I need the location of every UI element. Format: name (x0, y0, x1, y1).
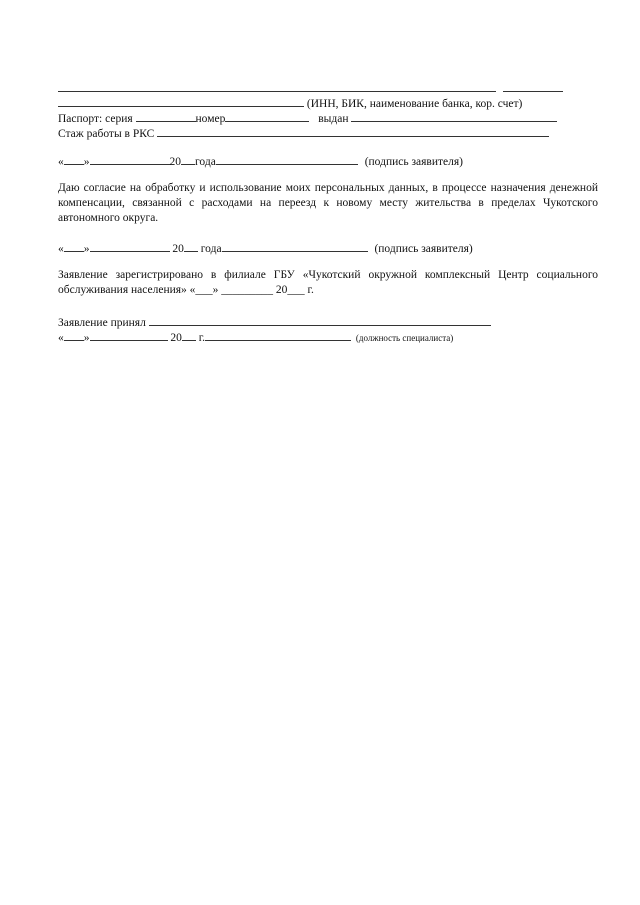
year-prefix: 20 (170, 332, 182, 344)
bank-account-line (58, 80, 563, 96)
year-word: года (195, 156, 216, 168)
date-signature-line-2 (58, 240, 473, 256)
signature-label: (подпись заявителя) (364, 156, 463, 168)
passport-number-label: номер (195, 113, 226, 125)
quote-close: » (83, 156, 90, 168)
consent-paragraph: Даю согласие на обработку и использование моих персональных данных, в процессе назначения денежной компенсации, связанной с расходами на переезд к новому месту жительства в пределах Чукотского автономного округа. (58, 182, 598, 224)
year-short: г. (198, 332, 206, 344)
passport-number-blank (225, 110, 309, 122)
bank-account-blank-short (503, 80, 563, 92)
bank-details-label: (ИНН, БИК, наименование банка, кор. счет) (306, 98, 523, 110)
month-blank (90, 153, 170, 165)
month-blank (90, 240, 170, 252)
quote-open: « (58, 332, 64, 344)
date-signature-line-1 (58, 153, 463, 169)
year-prefix: 20 (169, 156, 181, 168)
experience-blank (157, 125, 549, 137)
registered-paragraph: Заявление зарегистрировано в филиале ГБУ «Чукотский окружной комплексный Центр социального обслуживания населения» «___» _________ 20___ г. (58, 269, 598, 296)
quote-close: » (83, 243, 90, 255)
passport-issued-label: выдан (318, 113, 349, 125)
quote-open: « (58, 156, 64, 168)
accepted-label: Заявление принял (58, 317, 146, 329)
quote-close: » (83, 332, 90, 344)
day-blank (64, 240, 84, 252)
experience-line (58, 125, 549, 141)
bank-account-blank (58, 80, 496, 92)
month-blank (90, 329, 168, 341)
bank-details-line (58, 95, 522, 111)
passport-issued-blank (351, 110, 557, 122)
position-label: (должность специалиста) (355, 333, 454, 343)
accepted-blank (149, 314, 491, 326)
quote-open: « (58, 243, 64, 255)
signature-blank (222, 240, 368, 252)
date-position-line (58, 329, 453, 345)
day-blank (64, 153, 84, 165)
passport-line (58, 110, 557, 126)
position-blank (205, 329, 351, 341)
bank-details-blank (58, 95, 304, 107)
passport-series-blank (136, 110, 196, 122)
year-blank (182, 329, 196, 341)
passport-series-label: Паспорт: серия (58, 113, 133, 125)
year-prefix: 20 (172, 243, 184, 255)
day-blank (64, 329, 84, 341)
signature-label: (подпись заявителя) (374, 243, 473, 255)
accepted-line (58, 314, 491, 330)
year-blank (181, 153, 195, 165)
experience-label: Стаж работы в РКС (58, 128, 155, 140)
year-blank (184, 240, 198, 252)
signature-blank (216, 153, 358, 165)
year-word: года (200, 243, 222, 255)
